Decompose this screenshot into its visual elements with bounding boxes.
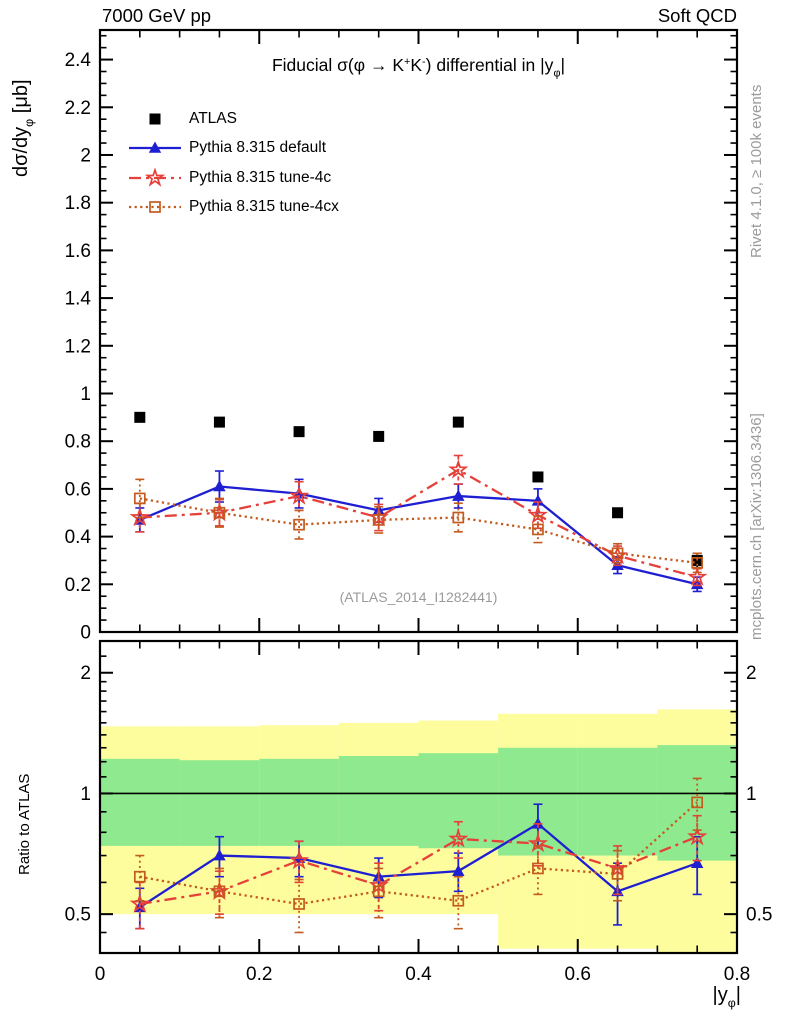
legend-label: Pythia 8.315 tune-4c: [189, 168, 332, 186]
legend-marker-glyph: [128, 109, 182, 129]
main-series-2: [132, 456, 705, 586]
tick-label: 0: [80, 622, 91, 644]
legend-item-pythia-default: [128, 134, 339, 164]
header-process-group: Soft QCD: [657, 5, 737, 26]
y-axis-label-ratio: Ratio to ATLAS: [16, 773, 33, 875]
pythia-tune-4c-star-marker-icon: [128, 168, 182, 188]
tick-label: 0.5: [746, 904, 773, 926]
ratio-uncertainty-bands: [100, 709, 737, 953]
tick-label: 1: [746, 783, 757, 805]
tick-label: 1.4: [64, 288, 91, 310]
legend: [128, 104, 339, 222]
legend-marker-glyph: [128, 138, 182, 158]
legend-item-atlas: [128, 104, 339, 134]
pythia-tune-4cx-open-square-marker-icon: [128, 197, 182, 217]
tick-label: 0.4: [64, 527, 91, 549]
pythia-default-triangle-marker-icon: [128, 138, 182, 158]
legend-label: Pythia 8.315 default: [189, 139, 327, 157]
x-axis-label: $|y_\varphi|$: [712, 984, 741, 1011]
header-beam-energy: 7000 GeV pp: [102, 5, 212, 26]
analysis-id-watermark: (ATLAS_2014_I1282441): [339, 589, 498, 605]
tick-label: 2.4: [64, 50, 91, 72]
tick-label: 2.2: [64, 97, 91, 119]
tick-label: 0.6: [564, 964, 591, 985]
legend-label: Pythia 8.315 tune-4cx: [189, 198, 339, 216]
tick-label: 2: [746, 663, 757, 685]
tick-label: 1.8: [64, 193, 91, 215]
tick-label: 0.6: [64, 479, 91, 501]
y-axis-label-main: $d\sigma/dy_\varphi$ [μb]: [10, 79, 37, 177]
tick-label: 1: [80, 783, 91, 805]
main-y-tick-labels: [65, 50, 92, 643]
tick-label: 1.6: [64, 240, 91, 262]
tick-label: 2: [80, 663, 91, 685]
rivet-version-note: Rivet 4.1.0, ≥ 100k events: [748, 84, 765, 258]
atlas-square-marker-icon: [128, 109, 182, 129]
tick-label: 1: [80, 383, 91, 405]
legend-item-pythia-tune-4cx: [128, 193, 339, 223]
tick-label: 0.2: [64, 574, 91, 596]
tick-label: 0.8: [64, 431, 91, 453]
legend-label: ATLAS: [189, 109, 237, 127]
legend-item-pythia-tune-4c: [128, 163, 339, 193]
tick-label: 2: [80, 145, 91, 167]
legend-marker-glyph: [128, 168, 182, 188]
tick-label: 0: [94, 964, 106, 985]
tick-label: 0.8: [723, 964, 751, 985]
tick-label: 0.4: [405, 964, 432, 985]
mcplots-arxiv-note: mcplots.cern.ch [arXiv:1306.3436]: [748, 413, 765, 640]
tick-label: 0.5: [64, 904, 91, 926]
tick-label: 1.2: [64, 336, 91, 358]
tick-label: 0.2: [246, 964, 273, 985]
x-tick-labels: [95, 964, 751, 985]
main-series-1: [134, 471, 704, 591]
plot-title: Fiducial σ(φ → K+K-) differential in $|y_\varphi|$: [271, 55, 566, 80]
legend-marker-glyph: [128, 197, 182, 217]
